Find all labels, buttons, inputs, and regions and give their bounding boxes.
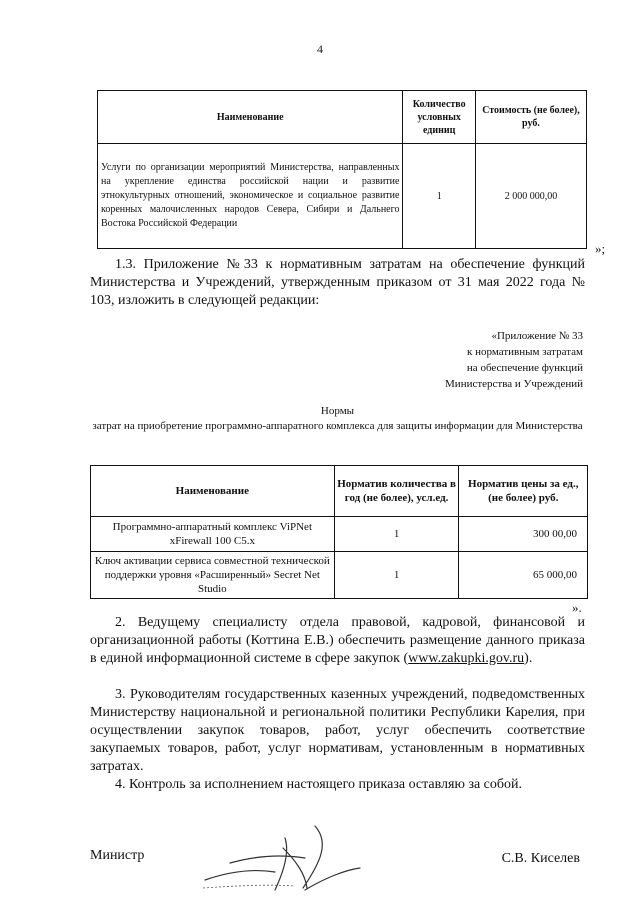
- annex-header: [445, 328, 583, 392]
- row-name: Услуги по организации мероприятий Министерства, направленных на укрепление единства российской нации и развитие этнокультурных отношений, экономическое и социальное развитие коренных малочисленных народов Севера, Сибири и Дальнего Востока Российской Федерации: [98, 144, 403, 249]
- row-price: 65 000,00: [459, 552, 588, 599]
- table-row: [91, 552, 588, 599]
- zakupki-link[interactable]: www.zakupki.gov.ru: [408, 651, 525, 666]
- handwritten-signature: [195, 818, 365, 898]
- row-price: 300 00,00: [459, 517, 588, 552]
- annex-line: к нормативным затратам: [467, 346, 583, 358]
- item-2-text: 2. Ведущему специалисту отдела правовой, кадровой, финансовой и организационной работы (Коттина Е.В.) обеспечить размещение данного приказа в единой информационной системе в сфере закупок (: [90, 615, 585, 666]
- table-row: [98, 144, 587, 249]
- item-2: [90, 614, 585, 668]
- column-header-quantity: Норматив количества в год (не более), усл.ед.: [334, 466, 459, 517]
- item-2-suffix: ).: [524, 651, 533, 666]
- column-header-quantity: Количество условных единиц: [403, 91, 475, 144]
- row-quantity: 1: [334, 552, 459, 599]
- row-quantity: 1: [334, 517, 459, 552]
- annex-line: на обеспечение функций: [466, 362, 583, 374]
- item-4: 4. Контроль за исполнением настоящего приказа оставляю за собой.: [115, 777, 523, 792]
- column-header-price: Норматив цены за ед., (не более) руб.: [459, 466, 588, 517]
- table-row: [91, 517, 588, 552]
- norms-heading: [90, 404, 585, 434]
- page-number: 4: [317, 42, 323, 56]
- row-name: Программно-аппаратный комплекс ViPNet xFirewall 100 C5.x: [91, 517, 335, 552]
- column-header-name: Наименование: [98, 91, 403, 144]
- table-header-row: [91, 466, 588, 517]
- column-header-name: Наименование: [91, 466, 335, 517]
- annex-line: «Приложение № 33: [491, 330, 583, 342]
- table-header-row: [98, 91, 587, 144]
- row-name: Ключ активации сервиса совместной технической поддержки уровня «Расширенный» Secret Net Studio: [91, 552, 335, 599]
- services-cost-table: [97, 90, 587, 249]
- annex-line: Министерства и Учреждений: [445, 378, 583, 390]
- norms-title: Нормы: [320, 405, 355, 417]
- closing-quote-mark: ».: [572, 600, 582, 615]
- row-price: 2 000 000,00: [475, 144, 586, 249]
- norms-table: [90, 465, 588, 599]
- row-quantity: 1: [403, 144, 475, 249]
- norms-subtitle: затрат на приобретение программно-аппаратного комплекса для защиты информации для Министерства: [92, 420, 583, 432]
- signatory-name: С.В. Киселев: [501, 851, 580, 866]
- column-header-price: Стоимость (не более), руб.: [475, 91, 586, 144]
- closing-quote-mark: »;: [595, 241, 606, 256]
- item-3: 3. Руководителям государственных казенных учреждений, подведомственных Министерству национальной и региональной политики Республики Карелия, при осуществлении закупок товаров, работ, услуг обеспечить соответствие закупаемых товаров, работ, услуг нормативам, установленным в нормативных затратах.: [90, 687, 585, 774]
- paragraph-1-3: 1.3. Приложение №33 к нормативным затратам на обеспечение функций Министерства и Учреждений, утвержденным приказом от 31 мая 2022 года № 103, изложить в следующей редакции:: [90, 257, 585, 308]
- signatory-role: Министр: [90, 848, 145, 863]
